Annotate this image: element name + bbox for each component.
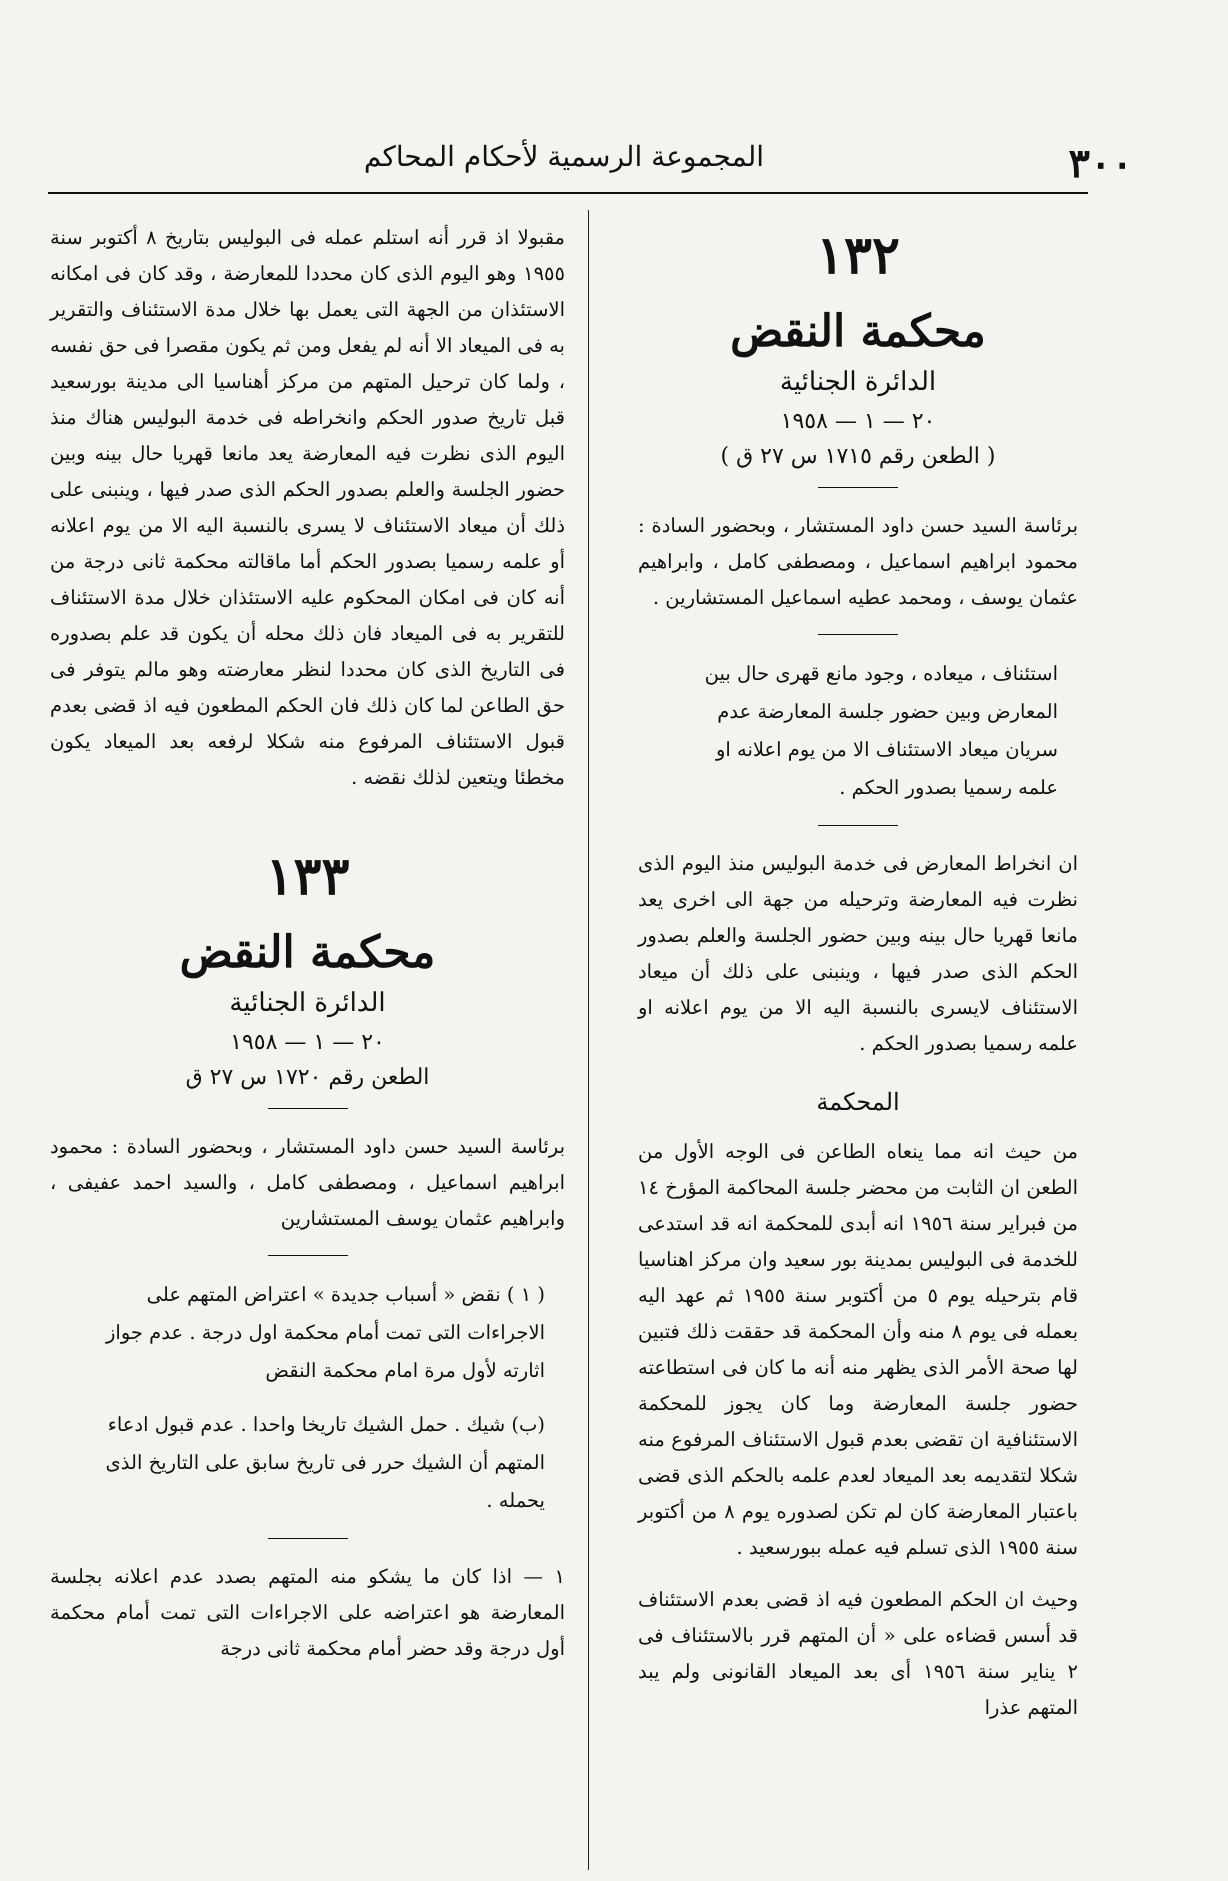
case-number: ١٣٣ xyxy=(265,846,350,907)
separator xyxy=(818,634,898,635)
panel-composition: برئاسة السيد حسن داود المستشار ، وبحضور السادة : محمود ابراهيم اسماعيل ، ومصطفى كامل ، وابراهيم عثمان يوسف ، ومحمد عطيه اسماعيل المستشارين . xyxy=(638,514,1078,609)
spacer xyxy=(50,796,565,836)
court-name: محكمة النقض xyxy=(179,927,436,978)
appeal-number: ( الطعن رقم ١٧١٥ س ٢٧ ق ) xyxy=(720,444,996,469)
header-rule xyxy=(48,192,1088,194)
separator xyxy=(268,1538,348,1539)
running-header xyxy=(0,140,1228,173)
separator xyxy=(268,1255,348,1256)
case-summary: استئناف ، ميعاده ، وجود مانع قهرى حال بين المعارض وبين حضور جلسة المعارضة عدم سريان ميعاد الاستئناف الا من يوم اعلانه او علمه رسميا بصدور الحكم . xyxy=(704,662,1058,799)
ruling-paragraph: من حيث انه مما ينعاه الطاعن فى الوجه الأول من الطعن ان الثابت من محضر جلسة المحاكمة المؤرخ ١٤ من فبراير سنة ١٩٥٦ انه أبدى للمحكمة انه قد استدعى للخدمة فى البوليس بمدينة بور سعيد وان مركز اهناسيا قام بترحيله يوم ٥ من أكتوبر سنة ١٩٥٥ ثم عهد اليه بعمله فى يوم ٨ منه وأن المحكمة قد حققت ذلك فتبين لها صحة الأمر الذى يظهر منه أنه ما كان فى استطاعته حضور جلسة المعارضة وما كان يجوز للمحكمة الاستئنافية ان تقضى بعدم قبول الاستئناف المرفوع منه شكلا لتقديمه بعد الميعاد لعدم علمه بالحكم الذى قضى باعتبار المعارضة كان لم تكن لصدوره يوم ٨ من أكتوبر سنة ١٩٥٥ الذى تسلم فيه عمله ببورسعيد . xyxy=(638,1140,1079,1559)
spacer xyxy=(50,1390,565,1406)
session-date: ٢٠ — ١ — ١٩٥٨ xyxy=(780,409,936,434)
spacer xyxy=(638,1566,1078,1582)
panel-composition: برئاسة السيد حسن داود المستشار ، وبحضور السادة : محمود ابراهيم اسماعيل ، ومصطفى كامل ، والسيد احمد عفيفى ، وابراهيم عثمان يوسف المستشارين xyxy=(50,1135,565,1230)
separator xyxy=(818,487,898,488)
court-name: محكمة النقض xyxy=(730,306,986,357)
case-number: ١٣٢ xyxy=(816,225,900,286)
legal-principle: ان انخراط المعارض فى خدمة البوليس منذ اليوم الذى نظرت فيه المعارضة وترحيله من جهة الى اخرى يعد مانعا قهريا حال بينه وبين حضور الجلسة والعلم بصدور الحكم الذى صدر فيها ، وينبنى على ذلك أن ميعاد الاستئناف لايسرى بالنسبة اليه الا من يوم اعلانه او علمه رسميا بصدور الحكم . xyxy=(638,852,1078,1055)
session-date: ٢٠ — ١ — ١٩٥٨ xyxy=(230,1030,385,1055)
right-column xyxy=(638,215,1078,1726)
court-heading: المحكمة xyxy=(816,1088,900,1116)
column-divider xyxy=(588,210,589,1870)
circuit-name: الدائرة الجنائية xyxy=(229,988,386,1018)
appeal-number: الطعن رقم ١٧٢٠ س ٢٧ ق xyxy=(185,1065,430,1090)
circuit-name: الدائرة الجنائية xyxy=(779,367,937,397)
separator xyxy=(818,825,898,826)
ruling-paragraph: وحيث ان الحكم المطعون فيه اذ قضى بعدم الاستئناف قد أسس قضاءه على « أن المتهم قرر بالاستئناف فى ٢ يناير سنة ١٩٥٦ أى بعد الميعاد القانونى ولم يبد المتهم عذرا xyxy=(638,1588,1078,1719)
case-summary: ( ١ ) نقض « أسباب جديدة » اعتراض المتهم على الاجراءات التى تمت أمام محكمة اول درجة . عدم جواز اثارته لأول مرة امام محكمة النقض xyxy=(106,1283,545,1382)
continued-text: مقبولا اذ قرر أنه استلم عمله فى البوليس بتاريخ ٨ أكتوبر سنة ١٩٥٥ وهو اليوم الذى كان محددا للمعارضة ، وقد كان فى امكانه الاستئذان من الجهة التى يعمل بها خلال مدة الاستئناف والتقرير به فى الميعاد الا أنه لم يفعل ومن ثم يكون مقصرا فى حق نفسه ، ولما كان ترحيل المتهم من مركز أهناسيا الى مدينة بورسعيد قبل تاريخ صدور الحكم وانخراطه فى خدمة البوليس هناك منذ اليوم الذى نظرت فيه المعارضة يعد مانعا قهريا حال بينه وبين حضور الجلسة والعلم بصدور الحكم الذى صدر فيها ، وينبنى على ذلك أن ميعاد الاستئناف لا يسرى بالنسبة اليه الا من يوم اعلانه أو علمه رسميا بصدور الحكم أما ماقالته محكمة ثانى درجة من أنه كان فى امكان المحكوم عليه الاستئذان خلال مدة الاستئناف للتقرير به فى الميعاد فان ذلك محله أن يكون قد علم بصدوره فى التاريخ الذى كان محددا لنظر معارضته وهو مالم يتوفر فى حق الطاعن لما كان ذلك فان الحكم المطعون فيه اذ قضى بعدم قبول الاستئناف المرفوع منه شكلا لرفعه بعد الميعاد يكون مخطئا ويتعين لذلك نقضه . xyxy=(50,226,565,789)
principle-paragraph: ١ — اذا كان ما يشكو منه المتهم بصدد عدم اعلانه بجلسة المعارضة هو اعتراضه على الاجراءات التى تمت أمام محكمة أول درجة وقد حضر أمام محكمة ثانى درجة xyxy=(50,1565,565,1660)
case-summary: (ب) شيك . حمل الشيك تاريخا واحدا . عدم قبول ادعاء المتهم أن الشيك حرر فى تاريخ سابق على التاريخ الذى يحمله . xyxy=(105,1413,545,1512)
page-number: ٣٠٠ xyxy=(1068,140,1133,187)
running-header-title: المجموعة الرسمية لأحكام المحاكم xyxy=(363,140,765,173)
left-column xyxy=(50,220,565,1667)
separator xyxy=(268,1108,348,1109)
